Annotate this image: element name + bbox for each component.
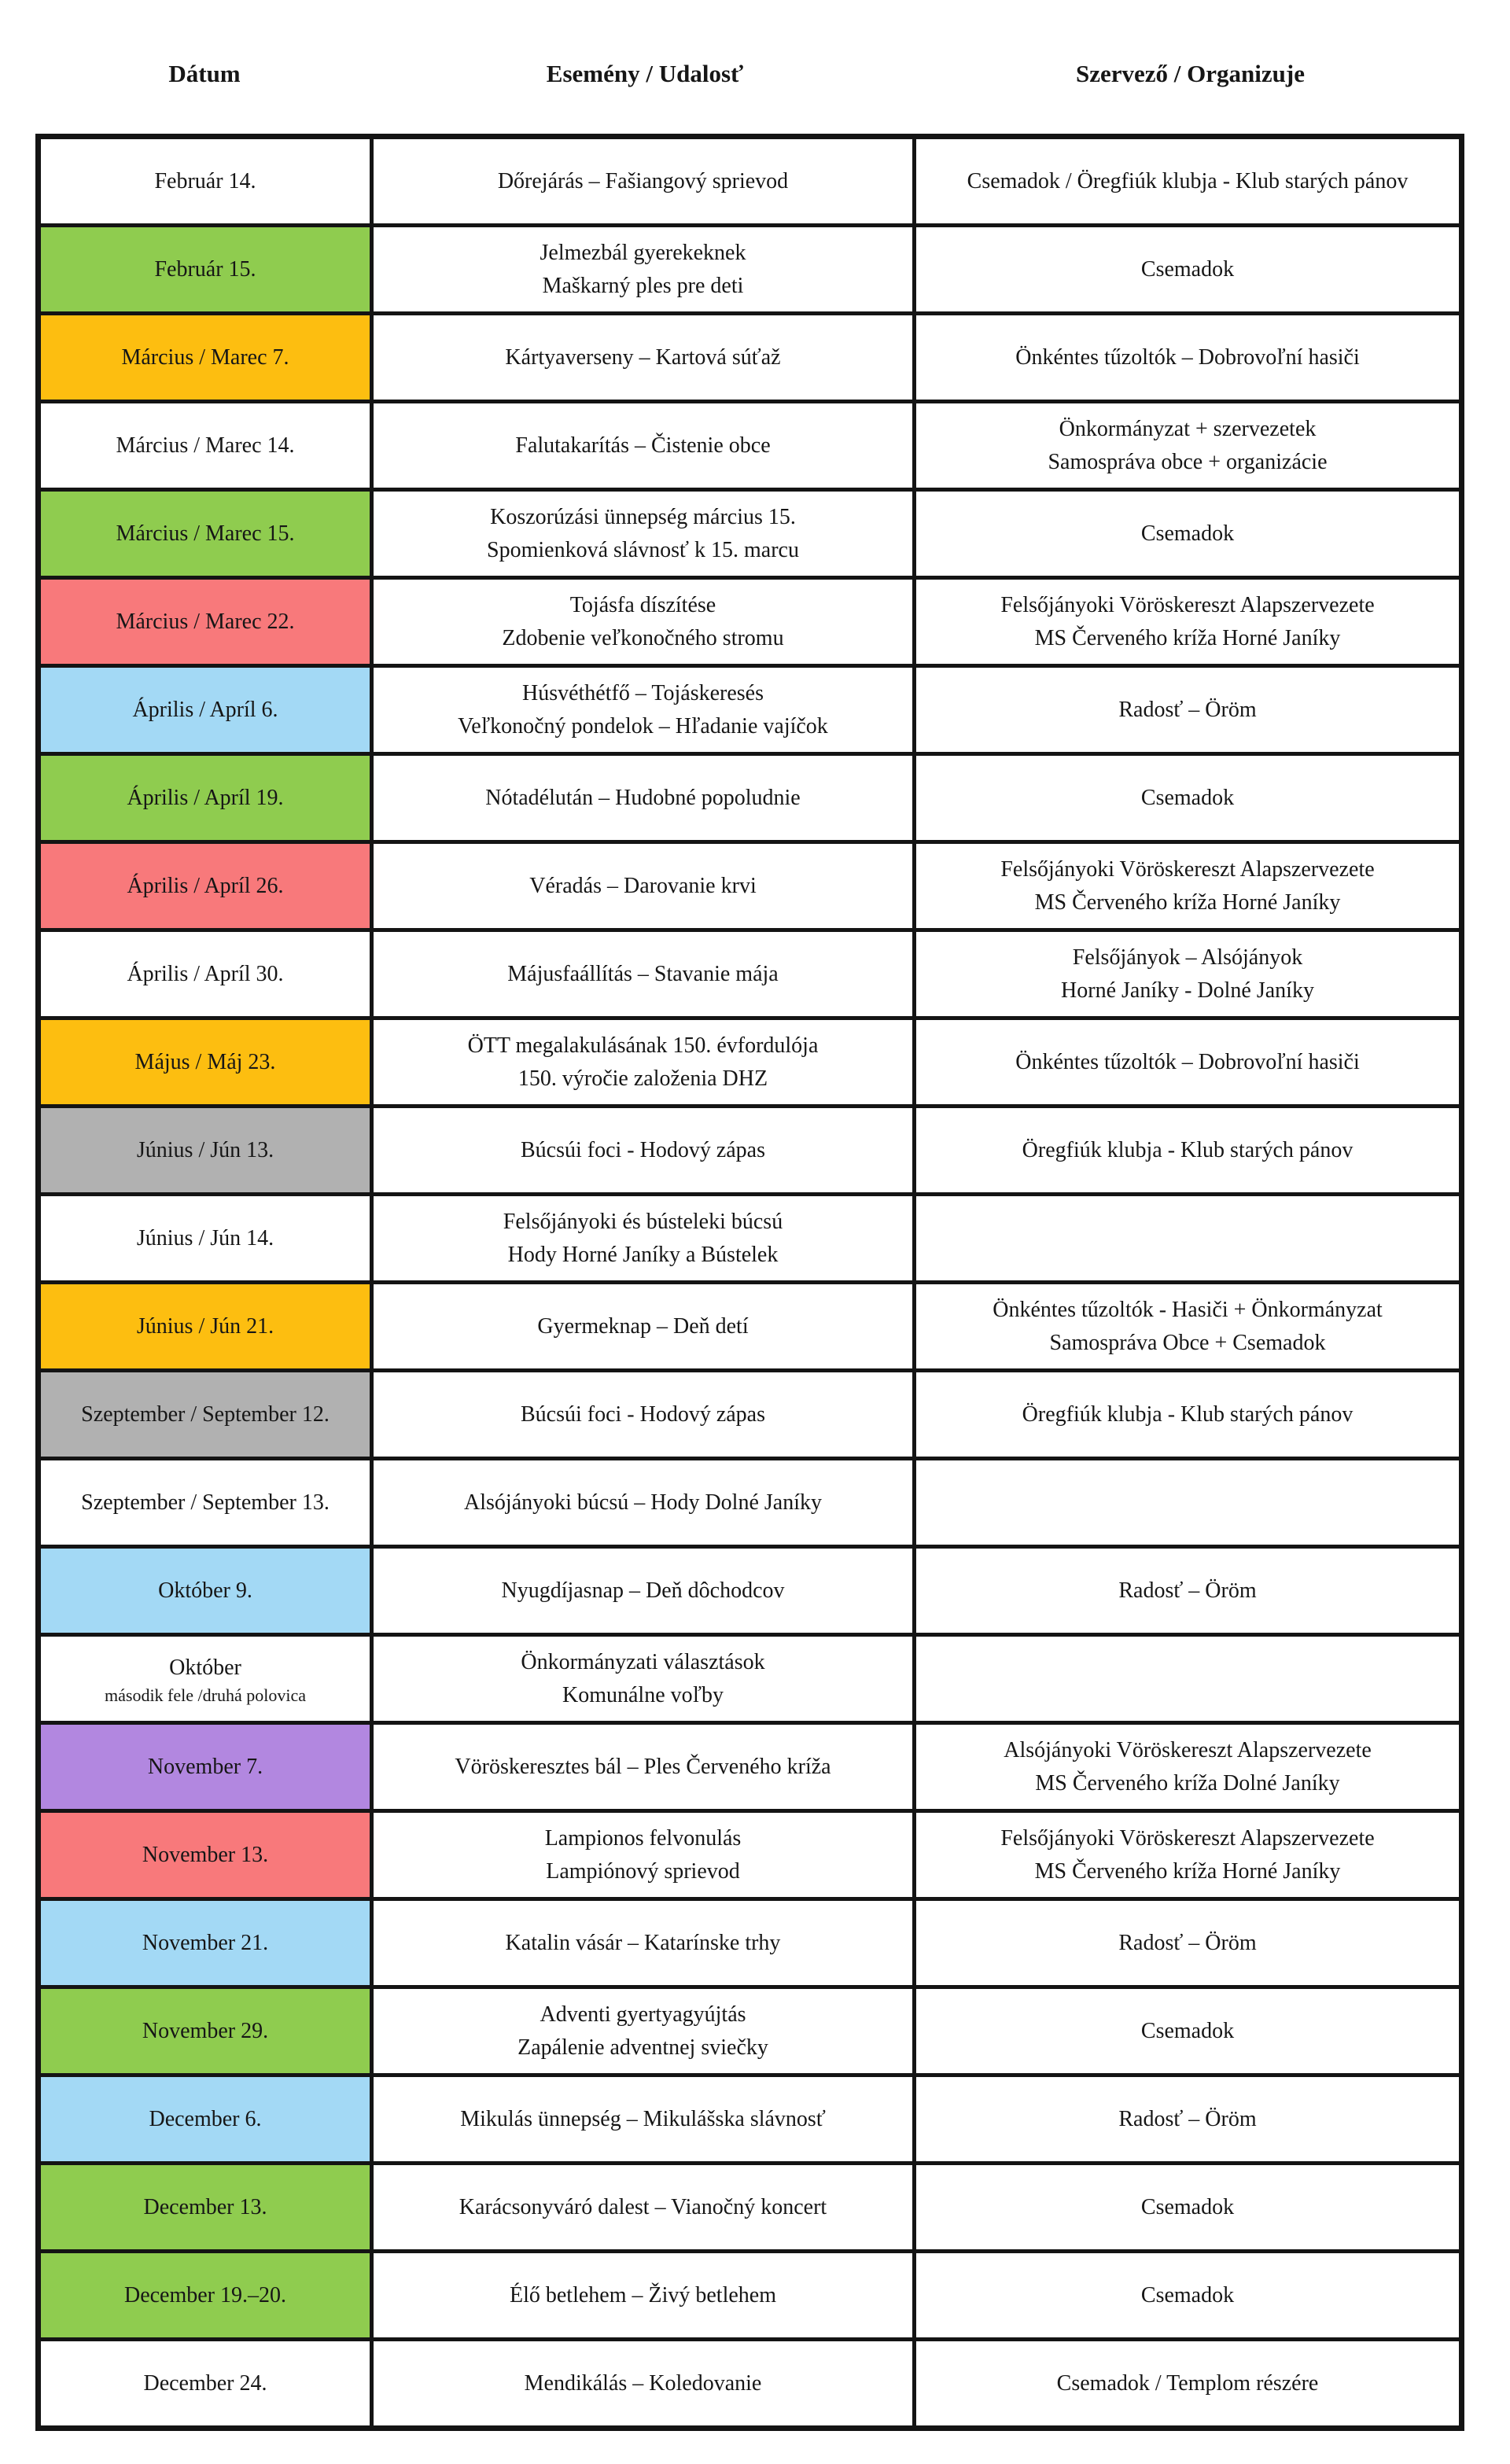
cell-line: Lampionos felvonulás — [544, 1825, 742, 1851]
event-cell — [374, 932, 916, 1016]
cell-line: Spomienková slávnosť k 15. marcu — [487, 537, 799, 562]
event-cell — [374, 1108, 916, 1192]
cell-line: Mikulás ünnepség – Mikulášska slávnosť — [460, 2106, 826, 2131]
cell-line: Karácsonyváró dalest – Vianočný koncert — [459, 2194, 827, 2219]
event-cell — [374, 2253, 916, 2337]
cell-line: November 21. — [142, 1930, 269, 1955]
cell-line: December 24. — [143, 2370, 267, 2396]
table-row — [41, 1284, 1459, 1372]
date-cell — [41, 932, 374, 1016]
organizer-cell — [916, 315, 1459, 400]
event-cell — [374, 403, 916, 488]
event-cell — [374, 1020, 916, 1104]
header-date: Dátum — [168, 60, 241, 87]
organizer-cell — [916, 2077, 1459, 2161]
organizer-cell — [916, 492, 1459, 576]
organizer-cell — [916, 668, 1459, 752]
event-cell — [374, 1549, 916, 1633]
organizer-cell — [916, 1725, 1459, 1809]
cell-line: Csemadok — [1140, 2194, 1235, 2219]
date-cell — [41, 403, 374, 488]
organizer-cell — [916, 580, 1459, 664]
table-row — [41, 1901, 1459, 1989]
cell-line: Csemadok / Öregfiúk klubja - Klub starých pánov — [967, 168, 1409, 193]
table-row — [41, 1637, 1459, 1725]
cell-line: Falutakarítás – Čistenie obce — [515, 433, 771, 458]
cell-line: Gyermeknap – Deň detí — [537, 1313, 749, 1339]
organizer-cell — [916, 1813, 1459, 1897]
cell-line: Húsvéthétfő – Tojáskeresés — [521, 680, 764, 705]
cell-line: Csemadok / Templom részére — [1056, 2370, 1319, 2396]
event-cell — [374, 1284, 916, 1368]
cell-line: Mendikálás – Koledovanie — [524, 2370, 762, 2396]
cell-line: Koszorúzási ünnepség március 15. — [490, 504, 796, 529]
cell-line: Komunálne voľby — [562, 1682, 724, 1707]
cell-line: December 19.–20. — [123, 2282, 287, 2307]
table-row — [41, 1989, 1459, 2077]
organizer-cell — [916, 139, 1459, 223]
cell-line: Jelmezbál gyerekeknek — [540, 240, 746, 265]
date-cell — [41, 139, 374, 223]
organizer-cell — [916, 2165, 1459, 2249]
date-cell — [41, 2341, 374, 2425]
organizer-cell — [916, 2253, 1459, 2337]
table-row — [41, 1460, 1459, 1549]
cell-line: Radosť – Öröm — [1118, 697, 1257, 722]
event-cell — [374, 492, 916, 576]
cell-line: Alsójányoki búcsú – Hody Dolné Janíky — [464, 1490, 822, 1515]
cell-line: Május / Máj 23. — [134, 1049, 276, 1074]
organizer-cell — [916, 1901, 1459, 1985]
organizer-cell — [916, 1372, 1459, 1457]
date-cell — [41, 580, 374, 664]
date-cell — [41, 1549, 374, 1633]
event-cell — [374, 1372, 916, 1457]
cell-line: Zapálenie adventnej sviečky — [517, 2035, 768, 2060]
table-row — [41, 844, 1459, 932]
cell-line: Nyugdíjasnap – Deň dôchodcov — [501, 1578, 785, 1603]
cell-line: Június / Jún 21. — [136, 1313, 274, 1339]
cell-line: Radosť – Öröm — [1118, 1578, 1257, 1603]
table-row — [41, 403, 1459, 492]
cell-line: December 13. — [143, 2194, 267, 2219]
cell-line: Március / Marec 7. — [121, 344, 289, 370]
cell-line: Csemadok — [1140, 2018, 1235, 2043]
organizer-cell — [916, 403, 1459, 488]
table-row — [41, 2341, 1459, 2425]
date-cell — [41, 1725, 374, 1809]
cell-line: Véradás – Darovanie krvi — [529, 873, 757, 898]
event-cell — [374, 2341, 916, 2425]
cell-line: Április / Apríl 26. — [127, 873, 284, 898]
column-headers — [35, 50, 1464, 98]
date-cell — [41, 1284, 374, 1368]
event-cell — [374, 2165, 916, 2249]
header-event: Esemény / Udalosť — [546, 60, 744, 87]
cell-line: December 6. — [149, 2106, 262, 2131]
cell-line: Felsőjányoki Vöröskereszt Alapszervezete — [1000, 1825, 1375, 1851]
cell-line: MS Červeného kríža Horné Janíky — [1034, 1858, 1341, 1884]
date-cell — [41, 756, 374, 840]
cell-line: Február 15. — [154, 256, 256, 282]
cell-line: Tojásfa díszítése — [569, 592, 716, 617]
table-row — [41, 2253, 1459, 2341]
cell-line: Június / Jún 13. — [136, 1137, 274, 1162]
cell-line: Október 9. — [158, 1578, 252, 1603]
event-cell — [374, 1989, 916, 2073]
cell-line: November 13. — [142, 1842, 269, 1867]
organizer-cell — [916, 1637, 1459, 1721]
cell-line: Maškarný ples pre deti — [542, 273, 744, 298]
cell-line: Csemadok — [1140, 785, 1235, 810]
date-cell — [41, 1196, 374, 1280]
cell-line: Öregfiúk klubja - Klub starých pánov — [1022, 1137, 1353, 1162]
cell-line: MS Červeného kríža Dolné Janíky — [1035, 1770, 1340, 1796]
date-cell — [41, 2077, 374, 2161]
cell-line: Június / Jún 14. — [136, 1225, 274, 1250]
table-row — [41, 492, 1459, 580]
date-cell — [41, 1108, 374, 1192]
cell-line: November 29. — [142, 2018, 269, 2043]
cell-line: ÖTT megalakulásának 150. évfordulója — [467, 1033, 819, 1058]
cell-line: Felsőjányoki és bústeleki búcsú — [503, 1209, 783, 1234]
event-cell — [374, 2077, 916, 2161]
cell-line: Felsőjányoki Vöröskereszt Alapszervezete — [1000, 856, 1375, 882]
table-row — [41, 315, 1459, 403]
cell-line: Március / Marec 15. — [116, 521, 295, 546]
date-cell — [41, 315, 374, 400]
cell-line: Április / Apríl 30. — [127, 961, 284, 986]
event-cell — [374, 844, 916, 928]
cell-line: Búcsúi foci - Hodový zápas — [520, 1401, 766, 1427]
event-cell — [374, 315, 916, 400]
organizer-cell — [916, 844, 1459, 928]
cell-line: második fele /druhá polovica — [105, 1685, 306, 1705]
cell-line: Dőrejárás – Fašiangový sprievod — [497, 168, 789, 193]
cell-line: Csemadok — [1140, 256, 1235, 282]
cell-line: Október — [169, 1655, 241, 1680]
cell-line: Vöröskeresztes bál – Ples Červeného kríža — [455, 1754, 831, 1779]
cell-line: 150. výročie založenia DHZ — [517, 1066, 768, 1091]
organizer-cell — [916, 1020, 1459, 1104]
date-cell — [41, 2165, 374, 2249]
event-cell — [374, 1901, 916, 1985]
date-cell — [41, 227, 374, 311]
cell-line: Önkéntes tűzoltók – Dobrovoľní hasiči — [1015, 1049, 1360, 1074]
cell-line: Májusfaállítás – Stavanie mája — [507, 961, 779, 986]
date-cell — [41, 1901, 374, 1985]
organizer-cell — [916, 1108, 1459, 1192]
cell-line: November 7. — [147, 1754, 263, 1779]
date-cell — [41, 844, 374, 928]
table-row — [41, 1725, 1459, 1813]
table-row — [41, 1196, 1459, 1284]
table-row — [41, 1549, 1459, 1637]
organizer-cell — [916, 932, 1459, 1016]
event-cell — [374, 139, 916, 223]
cell-line: Kártyaverseny – Kartová súťaž — [505, 344, 781, 370]
cell-line: Nótadélután – Hudobné popoludnie — [485, 785, 801, 810]
cell-line: Lampiónový sprievod — [546, 1858, 740, 1884]
event-cell — [374, 1725, 916, 1809]
table-row — [41, 756, 1459, 844]
date-cell — [41, 1813, 374, 1897]
event-cell — [374, 1460, 916, 1545]
table-row — [41, 580, 1459, 668]
events-table — [35, 134, 1464, 2431]
organizer-cell — [916, 1989, 1459, 2073]
cell-line: Önkormányzati választások — [521, 1649, 765, 1674]
cell-line: Február 14. — [154, 168, 256, 193]
organizer-cell — [916, 1284, 1459, 1368]
cell-line: Csemadok — [1140, 521, 1235, 546]
organizer-cell — [916, 1460, 1459, 1545]
event-cell — [374, 1637, 916, 1721]
cell-line: Samospráva Obce + Csemadok — [1049, 1330, 1326, 1355]
date-cell — [41, 1460, 374, 1545]
cell-line: Katalin vásár – Katarínske trhy — [505, 1930, 781, 1955]
organizer-cell — [916, 756, 1459, 840]
organizer-cell — [916, 1196, 1459, 1280]
event-cell — [374, 1813, 916, 1897]
cell-line: Hody Horné Janíky a Bústelek — [507, 1242, 779, 1267]
table-row — [41, 1372, 1459, 1460]
organizer-cell — [916, 2341, 1459, 2425]
date-cell — [41, 2253, 374, 2337]
cell-line: Alsójányoki Vöröskereszt Alapszervezete — [1004, 1737, 1372, 1762]
date-cell — [41, 1020, 374, 1104]
cell-line: Adventi gyertyagyújtás — [540, 2002, 746, 2027]
table-row — [41, 139, 1459, 227]
cell-line: Zdobenie veľkonočného stromu — [502, 625, 784, 650]
table-row — [41, 227, 1459, 315]
cell-line: Öregfiúk klubja - Klub starých pánov — [1022, 1401, 1353, 1427]
cell-line: Szeptember / September 13. — [81, 1490, 330, 1515]
cell-line: Szeptember / September 12. — [81, 1401, 330, 1427]
date-cell — [41, 1989, 374, 2073]
event-cell — [374, 668, 916, 752]
cell-line: Április / Apríl 19. — [127, 785, 284, 810]
cell-line: Április / Apríl 6. — [132, 697, 278, 722]
cell-line: Horné Janíky - Dolné Janíky — [1061, 978, 1314, 1003]
date-cell — [41, 1637, 374, 1721]
date-cell — [41, 668, 374, 752]
organizer-cell — [916, 1549, 1459, 1633]
table-row — [41, 2077, 1459, 2165]
table-row — [41, 932, 1459, 1020]
cell-line: Veľkonočný pondelok – Hľadanie vajíčok — [458, 713, 828, 738]
cell-line: Március / Marec 22. — [116, 609, 295, 634]
event-cell — [374, 227, 916, 311]
table-row — [41, 1108, 1459, 1196]
date-cell — [41, 1372, 374, 1457]
table-row — [41, 1020, 1459, 1108]
event-cell — [374, 1196, 916, 1280]
table-row — [41, 1813, 1459, 1901]
cell-line: Búcsúi foci - Hodový zápas — [520, 1137, 766, 1162]
cell-line: Felsőjányoki Vöröskereszt Alapszervezete — [1000, 592, 1375, 617]
cell-line: MS Červeného kríža Horné Janíky — [1034, 625, 1341, 650]
cell-line: Radosť – Öröm — [1118, 1930, 1257, 1955]
cell-line: Önkéntes tűzoltók - Hasiči + Önkormányzat — [993, 1297, 1383, 1322]
cell-line: Március / Marec 14. — [116, 433, 295, 458]
organizer-cell — [916, 227, 1459, 311]
event-cell — [374, 580, 916, 664]
event-cell — [374, 756, 916, 840]
date-cell — [41, 492, 374, 576]
cell-line: Felsőjányok – Alsójányok — [1072, 945, 1303, 970]
header-organizer: Szervező / Organizuje — [1076, 60, 1305, 87]
cell-line: Önkéntes tűzoltók – Dobrovoľní hasiči — [1015, 344, 1360, 370]
table-row — [41, 668, 1459, 756]
cell-line: Csemadok — [1140, 2282, 1235, 2307]
cell-line: Élő betlehem – Živý betlehem — [509, 2282, 776, 2307]
table-row — [41, 2165, 1459, 2253]
cell-line: MS Červeného kríža Horné Janíky — [1034, 889, 1341, 915]
cell-line: Önkormányzat + szervezetek — [1059, 416, 1317, 441]
cell-line: Radosť – Öröm — [1118, 2106, 1257, 2131]
cell-line: Samospráva obce + organizácie — [1048, 449, 1328, 474]
